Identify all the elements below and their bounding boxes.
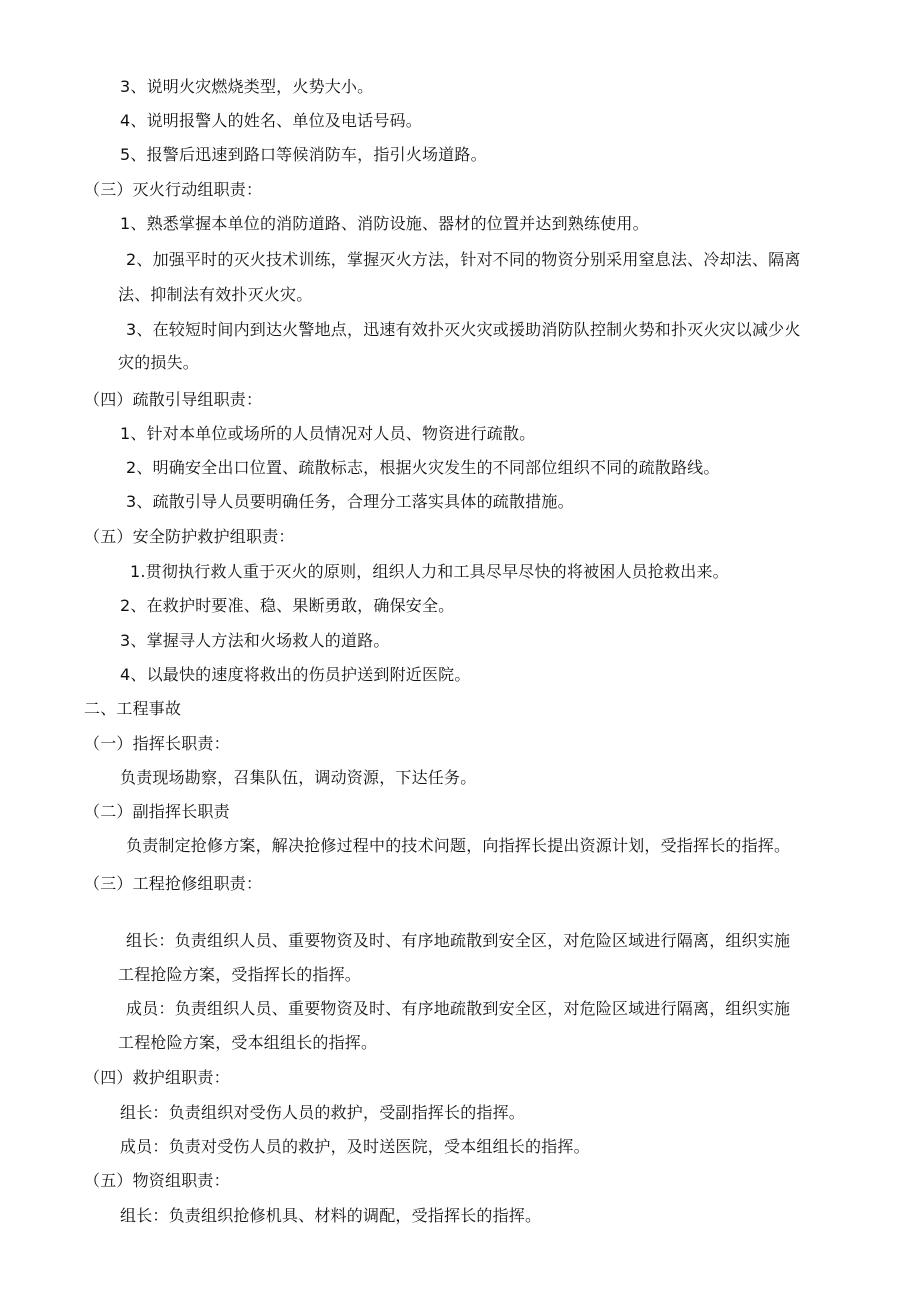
text-line: 负责制定抢修方案，解决抢修过程中的技术问题，向指挥长提出资源计划，受指挥长的指挥。 xyxy=(126,836,791,855)
text-line: 3、说明火灾燃烧类型，火势大小。 xyxy=(120,77,374,96)
text-line: 成员：负责组织人员、重要物资及时、有序地疏散到安全区，对危险区域进行隔离，组织实施 xyxy=(126,999,791,1018)
section-heading: （三）灭火行动组职责： xyxy=(84,180,263,199)
text-line: 组长：负责组织抢修机具、材料的调配，受指挥长的指挥。 xyxy=(120,1206,542,1225)
section-heading: （一）指挥长职责： xyxy=(84,734,230,753)
text-line: 2、加强平时的灭火技术训练，掌握灭火方法，针对不同的物资分别采用窒息法、冷却法、隔离 xyxy=(126,250,801,269)
text-line: 2、明确安全出口位置、疏散标志，根据火灾发生的不同部位组织不同的疏散路线。 xyxy=(126,458,720,477)
text-line: 成员：负责对受伤人员的救护，及时送医院，受本组组长的指挥。 xyxy=(120,1137,590,1156)
text-line: 1.贯彻执行救人重于灭火的原则，组织人力和工具尽早尽快的将被困人员抢救出来。 xyxy=(130,562,729,581)
text-line: 组长：负责组织对受伤人员的救护，受副指挥长的指挥。 xyxy=(120,1103,526,1122)
text-line: 灾的损失。 xyxy=(118,353,200,372)
text-line: 5、报警后迅速到路口等候消防车，指引火场道路。 xyxy=(120,145,487,164)
text-line: 法、抑制法有效扑灭火灾。 xyxy=(118,285,313,304)
text-line: 组长：负责组织人员、重要物资及时、有序地疏散到安全区，对危险区域进行隔离，组织实施 xyxy=(126,931,791,950)
text-line: 负责现场勘察，召集队伍，调动资源，下达任务。 xyxy=(120,768,477,787)
text-line: 3、在较短时间内到达火警地点，迅速有效扑灭火灾或援助消防队控制火势和扑灭火灾以减少火 xyxy=(126,320,801,339)
section-heading: （二）副指挥长职责 xyxy=(84,802,230,821)
text-line: 4、说明报警人的姓名、单位及电话号码。 xyxy=(120,111,422,130)
text-line: 3、掌握寻人方法和火场救人的道路。 xyxy=(120,631,390,650)
chapter-heading: 二、工程事故 xyxy=(84,699,182,718)
text-line: 工程抢险方案，受指挥长的指挥。 xyxy=(118,965,362,984)
text-line: 4、以最快的速度将救出的伤员护送到附近医院。 xyxy=(120,665,471,684)
section-heading: （五）物资组职责： xyxy=(84,1171,230,1190)
text-line: 2、在救护时要准、稳、果断勇敢，确保安全。 xyxy=(120,596,455,615)
text-line: 1、针对本单位或场所的人员情况对人员、物资进行疏散。 xyxy=(120,424,536,443)
section-heading: （四）疏散引导组职责： xyxy=(84,390,263,409)
section-heading: （四）救护组职责： xyxy=(84,1068,230,1087)
text-line: 3、疏散引导人员要明确任务，合理分工落实具体的疏散措施。 xyxy=(126,492,574,511)
text-line: 工程枪险方案，受本组组长的指挥。 xyxy=(118,1033,378,1052)
section-heading: （三）工程抢修组职责： xyxy=(84,874,263,893)
text-line: 1、熟悉掌握本单位的消防道路、消防设施、器材的位置并达到熟练使用。 xyxy=(120,214,649,233)
section-heading: （五）安全防护救护组职责： xyxy=(84,527,295,546)
